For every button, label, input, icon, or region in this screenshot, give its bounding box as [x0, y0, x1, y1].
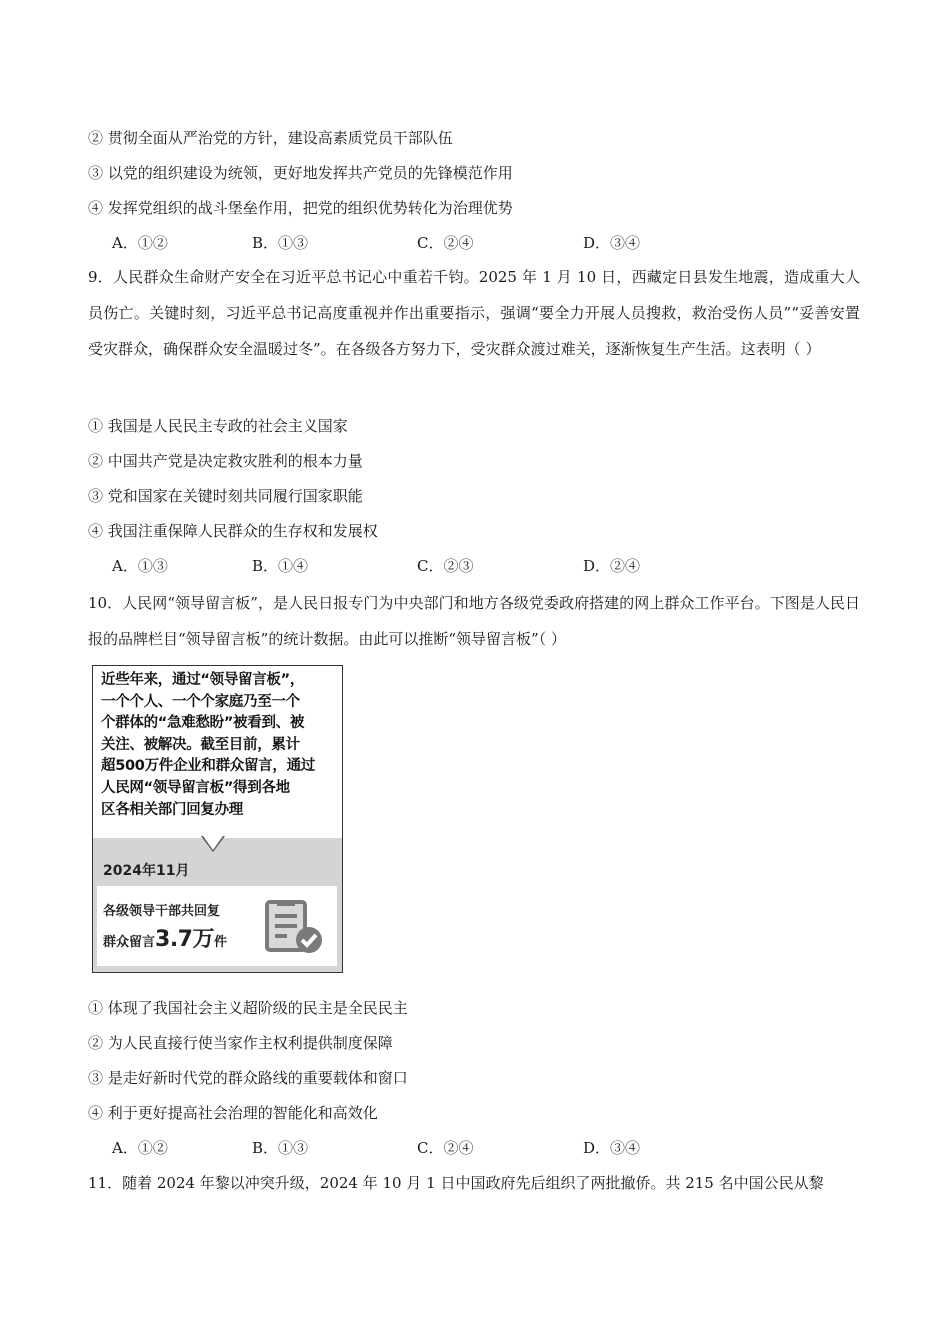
stat-value-line: [103, 922, 227, 953]
document-check-icon: [263, 896, 329, 958]
q11-stem: 11．随着 2024 年黎以冲突升级，2024 年 10 月 1 日中国政府先后组织了两批撤侨。共 215 名中国公民从黎: [88, 1174, 824, 1192]
q9-option-a[interactable]: A．①③: [112, 557, 168, 575]
q10-option-a[interactable]: A．①②: [112, 1139, 168, 1157]
figure-stat-card: [97, 886, 337, 966]
message-board-figure: [92, 665, 343, 973]
q10-item-4: ④ 利于更好提高社会治理的智能化和高效化: [88, 1104, 378, 1122]
q8-options: [112, 233, 640, 253]
stat-number: 3.7万: [155, 927, 214, 952]
stat-label: 各级领导干部共回复: [103, 904, 221, 919]
q10-options: [112, 1138, 640, 1158]
figure-date: 2024年11月: [103, 863, 190, 879]
q8-option-d[interactable]: D．③④: [583, 234, 641, 252]
q8-item-3: ③ 以党的组织建设为统领，更好地发挥共产党员的先锋模范作用: [88, 164, 513, 182]
q8-item-2: ② 贯彻全面从严治党的方针，建设高素质党员干部队伍: [88, 129, 453, 147]
q10-option-b[interactable]: B．①③: [252, 1139, 309, 1157]
q8-option-b[interactable]: B．①③: [252, 234, 309, 252]
q8-option-c[interactable]: C．②④: [417, 234, 474, 252]
q9-options: [112, 556, 640, 576]
q8-option-a[interactable]: A．①②: [112, 234, 168, 252]
figure-description: 近些年来，通过“领导留言板”， 一个个人、一个个家庭乃至一个 个群体的“急难愁盼”被看到、被 关注、被解决。截至目前，累计 超500万件企业和群众留言，通过 人民网“领导留言板”得到各地 区各相关部门回复办理: [101, 672, 315, 818]
q9-item-1: ① 我国是人民民主专政的社会主义国家: [88, 417, 348, 435]
q9-option-c[interactable]: C．②③: [417, 557, 474, 575]
q9-stem: 9．人民群众生命财产安全在习近平总书记心中重若千钧。2025 年 1 月 10 日，西藏定日县发生地震，造成重大人员伤亡。关键时刻，习近平总书记高度重视并作出重要指示，强调“要全力开展人员搜救，救治受伤人员”“妥善安置受灾群众，确保群众安全温暖过冬”。在各级各方努力下，受灾群众渡过难关，逐渐恢复生产生活。这表明（ ）: [88, 268, 860, 358]
q9-option-b[interactable]: B．①④: [252, 557, 309, 575]
q10-option-c[interactable]: C．②④: [417, 1139, 474, 1157]
stat-suffix: 件: [214, 935, 228, 950]
q9-item-3: ③ 党和国家在关键时刻共同履行国家职能: [88, 487, 363, 505]
q10-stem: 10．人民网“领导留言板”，是人民日报专门为中央部门和地方各级党委政府搭建的网上群众工作平台。下图是人民日报的品牌栏目“领导留言板”的统计数据。由此可以推断“领导留言板”（ ）: [88, 594, 860, 648]
q10-item-2: ② 为人民直接行使当家作主权利提供制度保障: [88, 1034, 393, 1052]
q10-item-3: ③ 是走好新时代党的群众路线的重要载体和窗口: [88, 1069, 408, 1087]
q10-option-d[interactable]: D．③④: [583, 1139, 641, 1157]
q9-option-d[interactable]: D．②④: [583, 557, 641, 575]
speech-bubble-tail: [203, 836, 223, 850]
q10-item-1: ① 体现了我国社会主义超阶级的民主是全民民主: [88, 999, 408, 1017]
q9-item-2: ② 中国共产党是决定救灾胜利的根本力量: [88, 452, 363, 470]
q8-item-4: ④ 发挥党组织的战斗堡垒作用，把党的组织优势转化为治理优势: [88, 199, 513, 217]
stat-prefix: 群众留言: [103, 935, 156, 950]
q9-item-4: ④ 我国注重保障人民群众的生存权和发展权: [88, 522, 378, 540]
